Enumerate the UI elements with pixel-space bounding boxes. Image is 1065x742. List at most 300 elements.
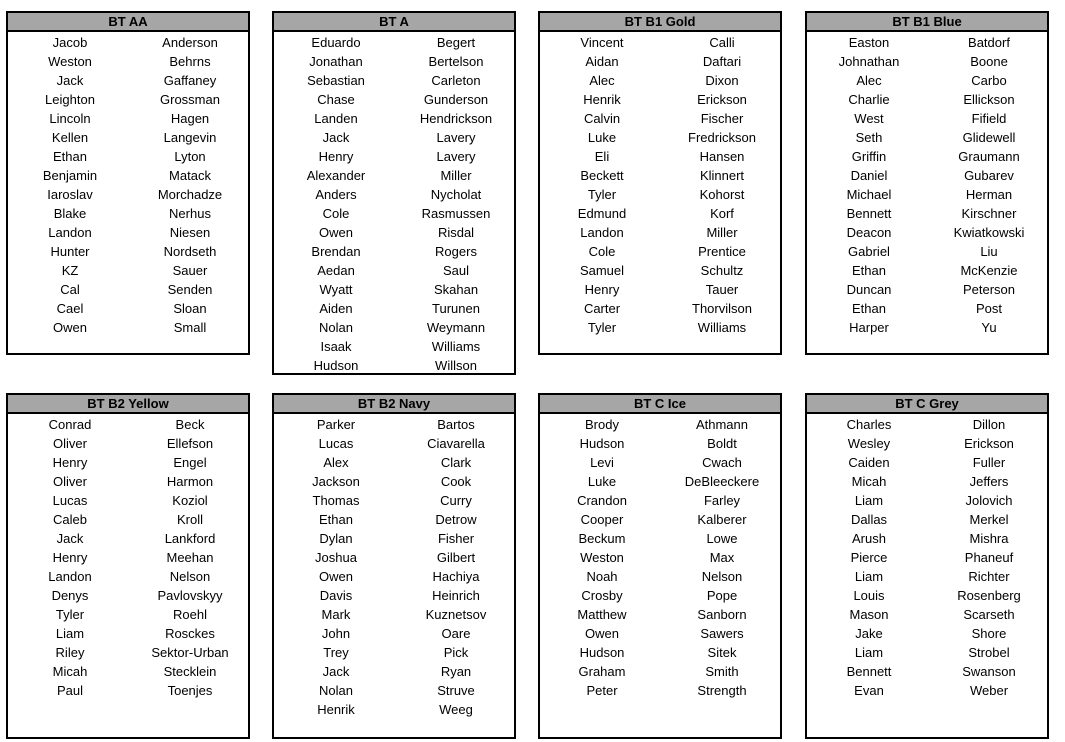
player-row <box>274 185 514 204</box>
player-row <box>8 567 248 586</box>
player-row <box>8 586 248 605</box>
player-last-name: Rasmussen <box>421 206 491 221</box>
player-last-name: Korf <box>710 206 734 221</box>
player-last-name: Peterson <box>962 282 1016 297</box>
player-last-name: Richter <box>968 569 1010 584</box>
player-first-name: Landen <box>314 111 358 126</box>
player-last-name: Glidewell <box>962 130 1016 145</box>
player-first-name: Jacob <box>52 35 88 50</box>
player-first-name: Weston <box>48 54 92 69</box>
player-row <box>274 52 514 71</box>
player-last-name: Lowe <box>706 531 738 546</box>
player-row <box>540 204 780 223</box>
player-first-name: Chase <box>317 92 355 107</box>
player-row <box>540 567 780 586</box>
player-last-name: Toenjes <box>167 683 213 698</box>
player-row <box>807 147 1047 166</box>
player-row <box>540 52 780 71</box>
player-row <box>8 529 248 548</box>
player-first-name: Henry <box>584 282 620 297</box>
player-last-name: Pavlovskyy <box>157 588 223 603</box>
team-bt-c-ice <box>538 393 782 739</box>
player-row <box>274 586 514 605</box>
team-header: BT B2 Yellow <box>8 395 248 414</box>
player-last-name: Phaneuf <box>964 550 1014 565</box>
player-row <box>807 166 1047 185</box>
player-last-name: Jolovich <box>965 493 1013 508</box>
player-first-name: Owen <box>585 626 619 641</box>
player-last-name: Schultz <box>700 263 744 278</box>
player-last-name: Stecklein <box>163 664 217 679</box>
roster-list <box>274 32 514 375</box>
player-last-name: Carleton <box>431 73 481 88</box>
player-last-name: Gubarev <box>964 168 1014 183</box>
player-last-name: Merkel <box>969 512 1009 527</box>
player-first-name: Dallas <box>850 512 888 527</box>
player-first-name: Harper <box>849 320 889 335</box>
player-row <box>274 491 514 510</box>
team-header: BT B1 Blue <box>807 13 1047 32</box>
player-first-name: Seth <box>855 130 883 145</box>
player-first-name: Thomas <box>312 493 360 508</box>
player-first-name: Henry <box>318 149 354 164</box>
player-row <box>807 242 1047 261</box>
player-first-name: Brendan <box>311 244 361 259</box>
player-first-name: Edmund <box>577 206 627 221</box>
player-last-name: Nerhus <box>169 206 211 221</box>
player-last-name: Kwiatkowski <box>953 225 1025 240</box>
player-first-name: Henry <box>52 455 88 470</box>
player-first-name: Weston <box>580 550 624 565</box>
player-first-name: Sebastian <box>307 73 365 88</box>
player-first-name: Noah <box>586 569 618 584</box>
player-last-name: McKenzie <box>960 263 1018 278</box>
player-row <box>807 624 1047 643</box>
player-last-name: Struve <box>437 683 475 698</box>
player-first-name: Benjamin <box>42 168 98 183</box>
player-row <box>8 128 248 147</box>
player-first-name: Jack <box>56 531 84 546</box>
player-row <box>807 71 1047 90</box>
player-last-name: Hendrickson <box>419 111 493 126</box>
player-first-name: Cal <box>60 282 80 297</box>
player-row <box>274 529 514 548</box>
player-first-name: Nolan <box>319 320 353 335</box>
player-first-name: Liam <box>854 645 884 660</box>
player-last-name: Miller <box>440 168 472 183</box>
player-first-name: Riley <box>55 645 85 660</box>
player-row <box>540 90 780 109</box>
player-row <box>540 71 780 90</box>
player-row <box>274 472 514 491</box>
player-last-name: Willson <box>435 358 477 373</box>
player-first-name: Arush <box>852 531 886 546</box>
player-first-name: Lucas <box>318 436 354 451</box>
player-row <box>274 700 514 719</box>
player-row <box>8 453 248 472</box>
player-last-name: Morchadze <box>157 187 223 202</box>
player-last-name: Harmon <box>166 474 214 489</box>
player-last-name: Shore <box>971 626 1007 641</box>
player-last-name: Meehan <box>166 550 214 565</box>
player-first-name: Parker <box>316 417 356 432</box>
player-row <box>807 529 1047 548</box>
roster-list <box>807 414 1047 700</box>
player-last-name: Ellickson <box>963 92 1015 107</box>
player-last-name: Tauer <box>705 282 739 297</box>
player-first-name: Ethan <box>852 301 886 316</box>
player-first-name: Beckett <box>580 168 624 183</box>
player-first-name: Jonathan <box>309 54 363 69</box>
player-row <box>540 166 780 185</box>
team-bt-aa <box>6 11 250 355</box>
player-row <box>807 109 1047 128</box>
player-last-name: Heinrich <box>432 588 480 603</box>
player-row <box>807 434 1047 453</box>
player-last-name: Max <box>709 550 735 565</box>
player-first-name: Cole <box>588 244 616 259</box>
team-header: BT C Ice <box>540 395 780 414</box>
player-row <box>807 567 1047 586</box>
player-last-name: Behrns <box>169 54 211 69</box>
player-first-name: Alexander <box>306 168 366 183</box>
player-last-name: Swanson <box>962 664 1016 679</box>
player-first-name: Liam <box>854 569 884 584</box>
player-last-name: Ciavarella <box>427 436 485 451</box>
player-row <box>8 109 248 128</box>
player-first-name: Landon <box>48 569 92 584</box>
player-first-name: Matthew <box>577 607 627 622</box>
player-first-name: Levi <box>590 455 614 470</box>
player-last-name: Prentice <box>698 244 746 259</box>
player-first-name: Dylan <box>319 531 353 546</box>
player-first-name: Bennett <box>846 664 892 679</box>
player-last-name: Nelson <box>701 569 743 584</box>
player-last-name: Fuller <box>972 455 1006 470</box>
player-first-name: Wyatt <box>319 282 353 297</box>
team-bt-b1-gold <box>538 11 782 355</box>
player-row <box>807 605 1047 624</box>
player-first-name: KZ <box>61 263 79 278</box>
player-last-name: Fischer <box>700 111 744 126</box>
player-row <box>807 415 1047 434</box>
player-row <box>540 434 780 453</box>
player-last-name: Detrow <box>435 512 477 527</box>
player-row <box>540 643 780 662</box>
player-row <box>540 624 780 643</box>
player-last-name: Anderson <box>162 35 218 50</box>
player-row <box>540 223 780 242</box>
player-row <box>8 605 248 624</box>
player-first-name: Hunter <box>50 244 90 259</box>
player-first-name: Daniel <box>850 168 888 183</box>
player-row <box>274 109 514 128</box>
player-row <box>274 643 514 662</box>
player-first-name: Crosby <box>581 588 623 603</box>
player-first-name: Eli <box>594 149 610 164</box>
player-first-name: Hudson <box>579 436 625 451</box>
player-last-name: Sektor-Urban <box>151 645 229 660</box>
roster-list <box>807 32 1047 337</box>
player-first-name: Anders <box>315 187 357 202</box>
player-first-name: Micah <box>851 474 887 489</box>
player-row <box>540 586 780 605</box>
player-last-name: Fisher <box>437 531 475 546</box>
player-last-name: Farley <box>703 493 741 508</box>
player-last-name: Mishra <box>969 531 1009 546</box>
player-row <box>540 472 780 491</box>
player-last-name: Graumann <box>958 149 1020 164</box>
player-first-name: Caleb <box>53 512 87 527</box>
player-row <box>8 548 248 567</box>
player-row <box>540 109 780 128</box>
player-first-name: Micah <box>52 664 88 679</box>
player-row <box>540 415 780 434</box>
player-last-name: Athmann <box>695 417 749 432</box>
player-first-name: Alex <box>323 455 349 470</box>
player-last-name: Dillon <box>972 417 1006 432</box>
player-first-name: Iaroslav <box>47 187 93 202</box>
player-last-name: Gilbert <box>436 550 476 565</box>
player-first-name: Leighton <box>45 92 95 107</box>
player-last-name: Pick <box>443 645 469 660</box>
roster-list <box>540 414 780 700</box>
player-row <box>8 643 248 662</box>
player-first-name: Owen <box>319 569 353 584</box>
player-first-name: Jake <box>855 626 883 641</box>
player-row <box>8 71 248 90</box>
player-first-name: John <box>321 626 351 641</box>
player-row <box>807 204 1047 223</box>
player-first-name: Hudson <box>313 358 359 373</box>
player-first-name: Beckum <box>578 531 626 546</box>
player-row <box>274 128 514 147</box>
player-last-name: Boldt <box>707 436 737 451</box>
player-last-name: Dixon <box>705 73 739 88</box>
player-first-name: Easton <box>848 35 890 50</box>
player-row <box>274 166 514 185</box>
player-first-name: Tyler <box>55 607 85 622</box>
player-last-name: Kirschner <box>961 206 1017 221</box>
player-row <box>274 605 514 624</box>
team-header: BT B2 Navy <box>274 395 514 414</box>
player-first-name: Henry <box>52 550 88 565</box>
player-first-name: Cael <box>56 301 84 316</box>
player-last-name: Risdal <box>437 225 475 240</box>
player-last-name: Bertelson <box>428 54 484 69</box>
player-first-name: Henrik <box>317 702 355 717</box>
player-row <box>540 33 780 52</box>
player-row <box>540 185 780 204</box>
player-row <box>274 681 514 700</box>
player-first-name: Jack <box>322 130 350 145</box>
player-last-name: Rosckes <box>165 626 215 641</box>
player-first-name: Cole <box>322 206 350 221</box>
player-last-name: Nycholat <box>430 187 482 202</box>
team-bt-a <box>272 11 516 375</box>
player-first-name: Charlie <box>848 92 890 107</box>
player-row <box>274 33 514 52</box>
player-first-name: Charles <box>846 417 892 432</box>
player-first-name: Jackson <box>312 474 360 489</box>
player-first-name: Ethan <box>53 149 87 164</box>
roster-list <box>274 414 514 719</box>
player-row <box>540 147 780 166</box>
player-last-name: Sauer <box>172 263 208 278</box>
player-row <box>274 147 514 166</box>
player-first-name: Owen <box>53 320 87 335</box>
player-row <box>540 529 780 548</box>
player-first-name: Eduardo <box>311 35 361 50</box>
player-first-name: Alec <box>589 73 615 88</box>
player-first-name: Aedan <box>317 263 355 278</box>
player-first-name: Duncan <box>846 282 892 297</box>
player-row <box>807 586 1047 605</box>
player-first-name: Johnathan <box>838 54 900 69</box>
player-first-name: West <box>854 111 884 126</box>
player-row <box>807 185 1047 204</box>
player-first-name: Trey <box>323 645 349 660</box>
player-row <box>8 624 248 643</box>
player-first-name: Mason <box>849 607 889 622</box>
player-last-name: Hachiya <box>432 569 480 584</box>
player-row <box>540 261 780 280</box>
player-first-name: Michael <box>846 187 892 202</box>
player-first-name: Mark <box>321 607 351 622</box>
roster-list <box>8 32 248 337</box>
player-first-name: Owen <box>319 225 353 240</box>
player-last-name: Lyton <box>174 149 206 164</box>
player-last-name: Langevin <box>163 130 217 145</box>
player-row <box>807 472 1047 491</box>
player-row <box>540 318 780 337</box>
player-first-name: Oliver <box>53 436 87 451</box>
player-row <box>807 223 1047 242</box>
player-row <box>807 662 1047 681</box>
player-last-name: Small <box>173 320 207 335</box>
player-row <box>8 491 248 510</box>
player-first-name: Ethan <box>852 263 886 278</box>
player-row <box>8 33 248 52</box>
roster-list <box>8 414 248 700</box>
player-first-name: Ethan <box>319 512 353 527</box>
player-row <box>274 662 514 681</box>
player-first-name: Griffin <box>851 149 887 164</box>
player-row <box>8 434 248 453</box>
player-first-name: Nolan <box>319 683 353 698</box>
player-row <box>274 223 514 242</box>
player-first-name: Evan <box>854 683 884 698</box>
player-first-name: Landon <box>48 225 92 240</box>
player-first-name: Davis <box>319 588 353 603</box>
player-first-name: Peter <box>586 683 618 698</box>
player-first-name: Jack <box>56 73 84 88</box>
player-row <box>807 548 1047 567</box>
player-row <box>274 71 514 90</box>
player-last-name: Curry <box>440 493 472 508</box>
player-last-name: Herman <box>965 187 1013 202</box>
player-row <box>540 453 780 472</box>
player-row <box>540 242 780 261</box>
player-last-name: Kalberer <box>697 512 747 527</box>
player-last-name: Begert <box>436 35 476 50</box>
player-first-name: Wesley <box>847 436 891 451</box>
player-last-name: Post <box>975 301 1002 316</box>
player-first-name: Luke <box>587 130 617 145</box>
team-bt-c-grey <box>805 393 1049 739</box>
player-last-name: Batdorf <box>968 35 1010 50</box>
player-row <box>274 299 514 318</box>
player-last-name: Strength <box>697 683 747 698</box>
team-header: BT C Grey <box>807 395 1047 414</box>
player-last-name: Nordseth <box>163 244 217 259</box>
player-first-name: Luke <box>587 474 617 489</box>
player-last-name: Roehl <box>173 607 207 622</box>
player-row <box>540 681 780 700</box>
player-last-name: Erickson <box>964 436 1014 451</box>
team-header: BT AA <box>8 13 248 32</box>
player-row <box>274 434 514 453</box>
player-last-name: Daftari <box>702 54 742 69</box>
player-first-name: Isaak <box>320 339 352 354</box>
player-row <box>807 52 1047 71</box>
player-last-name: Jeffers <box>969 474 1009 489</box>
player-last-name: Yu <box>981 320 997 335</box>
player-first-name: Jack <box>322 664 350 679</box>
player-first-name: Caiden <box>848 455 890 470</box>
player-row <box>8 147 248 166</box>
team-header: BT B1 Gold <box>540 13 780 32</box>
player-last-name: Pope <box>706 588 738 603</box>
player-row <box>274 204 514 223</box>
player-first-name: Henrik <box>583 92 621 107</box>
player-row <box>8 280 248 299</box>
player-last-name: Turunen <box>432 301 480 316</box>
player-last-name: Williams <box>697 320 747 335</box>
player-last-name: Ellefson <box>166 436 214 451</box>
player-first-name: Calvin <box>583 111 621 126</box>
player-first-name: Gabriel <box>848 244 890 259</box>
player-last-name: Niesen <box>169 225 211 240</box>
player-row <box>807 491 1047 510</box>
player-row <box>274 356 514 375</box>
player-last-name: Liu <box>980 244 998 259</box>
player-row <box>540 299 780 318</box>
player-first-name: Cooper <box>580 512 624 527</box>
player-last-name: Weeg <box>439 702 473 717</box>
player-last-name: Fredrickson <box>688 130 756 145</box>
player-first-name: Liam <box>854 493 884 508</box>
player-first-name: Samuel <box>579 263 625 278</box>
player-row <box>540 548 780 567</box>
player-last-name: Hagen <box>170 111 210 126</box>
player-row <box>807 280 1047 299</box>
player-last-name: Sanborn <box>697 607 747 622</box>
player-row <box>274 453 514 472</box>
player-last-name: Grossman <box>160 92 220 107</box>
player-first-name: Bennett <box>846 206 892 221</box>
player-first-name: Lucas <box>52 493 88 508</box>
player-row <box>8 681 248 700</box>
player-last-name: Skahan <box>433 282 479 297</box>
player-last-name: Cwach <box>702 455 742 470</box>
player-first-name: Paul <box>56 683 84 698</box>
player-row <box>540 491 780 510</box>
player-row <box>807 128 1047 147</box>
player-row <box>274 318 514 337</box>
player-last-name: Hansen <box>699 149 745 164</box>
team-header: BT A <box>274 13 514 32</box>
